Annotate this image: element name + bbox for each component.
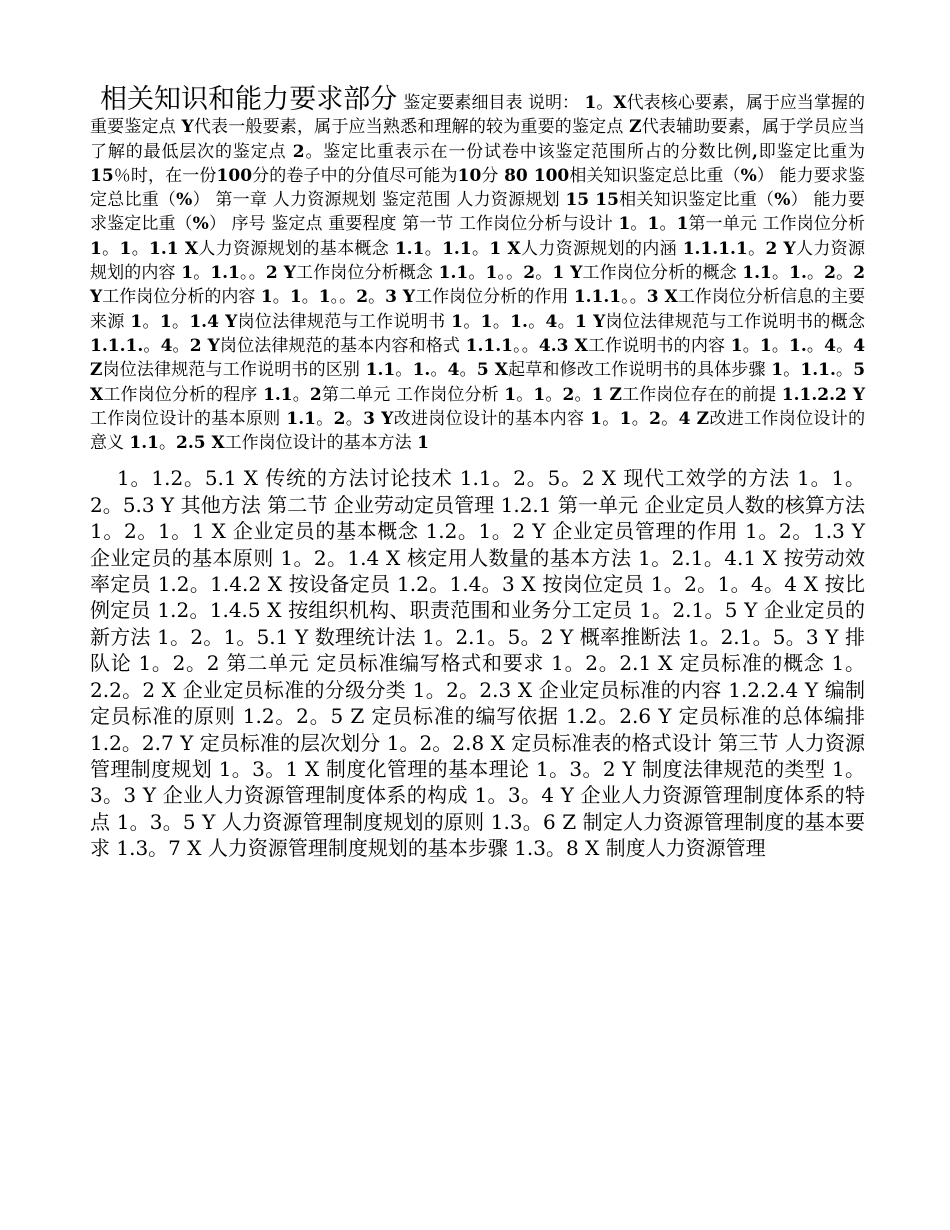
paragraph-1-segment: 1	[260, 287, 273, 308]
paragraph-1-segment: 4	[447, 360, 460, 381]
paragraph-1-segment: 。	[171, 311, 190, 332]
paragraph-1-segment: 1	[480, 311, 493, 332]
document-title: 相关知识和能力要求部分	[100, 84, 398, 115]
paragraph-1-segment: X	[613, 93, 627, 113]
paragraph-1-segment: 。	[836, 263, 854, 284]
paragraph-1-segment: 人力资源规划的内涵	[520, 238, 683, 259]
paragraph-1-segment: 。	[783, 360, 801, 381]
paragraph-1-segment: 。	[301, 287, 319, 308]
paragraph-1-segment: 。	[101, 238, 120, 259]
paragraph-1-segment: 1.	[510, 311, 528, 332]
paragraph-1-segment: 。	[143, 335, 161, 356]
paragraph-1-segment: 工作岗位分析的作用	[415, 287, 574, 308]
paragraph-1-segment: 即鉴定比重为	[757, 141, 866, 162]
paragraph-1	[90, 84, 866, 455]
paragraph-1-segment: 。。	[621, 287, 647, 308]
paragraph-1-segment: 。	[771, 335, 790, 356]
paragraph-1-segment: 1	[451, 311, 464, 332]
paragraph-1-segment: 1.1	[438, 263, 469, 284]
paragraph-1-segment: 5 X	[476, 360, 508, 381]
paragraph-1-segment: 1 X	[489, 238, 521, 259]
paragraph-1-segment: 1	[318, 287, 331, 308]
paragraph-1-segment: 。。	[497, 263, 524, 284]
paragraph-1-segment: 。	[158, 433, 176, 454]
paragraph-1-segment: 1.	[789, 335, 807, 356]
paragraph-1-segment: 。。	[512, 335, 539, 356]
paragraph-1-segment: 1.1	[394, 238, 425, 259]
paragraph-1-segment: 工作岗位分析的程序	[103, 384, 264, 405]
paragraph-1-segment: 1	[771, 360, 784, 381]
paragraph-1-segment: 4 Z	[90, 335, 866, 381]
paragraph-1-segment: 1.1	[742, 263, 772, 284]
paragraph-1-segment: 人力资源规划的基本概念	[198, 238, 395, 259]
paragraph-1-segment: 。	[806, 263, 825, 284]
paragraph-1-segment: 。。	[330, 287, 357, 308]
paragraph-1-segment: 。	[771, 263, 790, 284]
paragraph-1-segment: 1	[289, 287, 302, 308]
paragraph-1-segment: 。	[516, 384, 534, 405]
paragraph-1-segment: ） 能力要求鉴定比重（	[90, 190, 865, 235]
paragraph-1-segment: 1	[504, 384, 517, 405]
paragraph-1-segment: 4	[824, 335, 836, 356]
paragraph-1-segment: 2	[824, 263, 836, 284]
paragraph-1-segment: 。	[601, 408, 620, 429]
paragraph-1-segment: 。	[545, 384, 563, 405]
paragraph-1-segment: 。	[660, 408, 679, 429]
paragraph-1-segment: 。	[574, 384, 592, 405]
paragraph-1-segment: 1.	[789, 263, 807, 284]
paragraph-1-segment: 1	[584, 93, 597, 113]
paragraph-1-segment: 1.1	[365, 360, 396, 381]
paragraph-1-segment: 相关知识鉴定总比重（	[569, 165, 741, 186]
paragraph-1-segment: 。	[463, 311, 481, 332]
paragraph-1-segment: %	[774, 190, 791, 211]
paragraph-1-segment: 1	[90, 238, 102, 259]
paragraph-1-segment: 1	[485, 263, 498, 284]
paragraph-1-segment: 10	[457, 165, 482, 186]
paragraph-1-segment: 鉴定要素细目表 说明：	[403, 93, 585, 113]
paragraph-1-segment: 1	[590, 408, 602, 429]
paragraph-1-segment: 。	[742, 335, 760, 356]
paragraph-1-segment: 1	[647, 214, 660, 235]
paragraph-1-segment: 1	[730, 335, 743, 356]
paragraph-1-segment: 1	[618, 214, 631, 235]
paragraph-1-segment: 岗位法律规范的基本内容和格式	[219, 335, 466, 356]
paragraph-1-segment: 2 Y	[765, 238, 796, 259]
paragraph-1-segment: 2	[562, 384, 575, 405]
paragraph-1-segment: 1	[619, 408, 632, 429]
paragraph-1-segment: 。	[142, 311, 160, 332]
paragraph-1-segment: 工作岗位存在的前提	[621, 384, 782, 405]
paragraph-1-segment: 。。	[239, 263, 266, 284]
paragraph-1-segment: 1.1	[442, 238, 472, 259]
paragraph-1-segment: 4.3 X	[538, 335, 588, 356]
paragraph-1-segment: 岗位法律规范与工作说明书的区别	[102, 360, 366, 381]
paragraph-1-segment: 1 Y	[575, 311, 606, 332]
paragraph-1-segment: 1 Y	[552, 263, 583, 284]
paragraph-1-segment: 。	[471, 238, 490, 259]
paragraph-1-segment: 1.1.1.	[90, 335, 144, 356]
paragraph-1-segment: 2.5 X	[175, 433, 225, 454]
paragraph-1-segment: 1.1.1	[573, 287, 622, 308]
paragraph-1-segment: 1	[181, 263, 194, 284]
paragraph-1-segment: 。	[468, 263, 486, 284]
paragraph-1-segment: 1 Z	[591, 384, 622, 405]
paragraph-1-segment: 改进工作岗位设计的意义	[90, 408, 866, 454]
paragraph-1-segment: 工作岗位分析的内容	[102, 287, 261, 308]
paragraph-1-segment: 1	[130, 311, 143, 332]
paragraph-1-segment: 工作岗位分析的概念	[582, 263, 743, 284]
paragraph-1-segment: 。	[395, 360, 413, 381]
paragraph-1-segment: 4	[160, 335, 173, 356]
paragraph-1-segment: 分	[481, 165, 505, 186]
paragraph-1-segment: 岗位法律规范与工作说明书	[237, 311, 452, 332]
paragraph-1-segment: 第二单元 工作岗位分析	[321, 384, 505, 405]
paragraph-1-segment: 。	[292, 384, 310, 405]
paragraph-1-segment: Y	[181, 117, 194, 138]
paragraph-1-segment: 2	[649, 408, 661, 429]
paragraph-1-segment: 2	[309, 384, 322, 405]
paragraph-1-segment: 相关知识鉴定比重（	[618, 190, 775, 211]
paragraph-1-segment: 1.1	[263, 384, 293, 405]
paragraph-1-segment: %	[192, 214, 209, 235]
paragraph-1-segment: 工作岗位分析信息的主要来源	[90, 287, 866, 332]
paragraph-1-segment: 1.1.2.2 Y	[781, 384, 866, 405]
paragraph-1-segment: 2 Y	[265, 263, 296, 284]
paragraph-1-segment: 。	[630, 214, 648, 235]
paragraph-1-segment: 。	[131, 238, 150, 259]
paragraph-1-segment: 。	[424, 238, 443, 259]
paragraph-1-segment: ,	[751, 141, 758, 162]
paragraph-2: 1。1.2。5.1 X 传统的方法讨论技术 1.1。2。5。2 X 现代工效学的方法 1。1。2。5.3 Y 其他方法 第二节 企业劳动定员管理 1.2.1 第一单元 企业定员人数的核算方法 1。2。1。1 X 企业定员的基本概念 1.2。1。2 Y 企业定员管理的作用 1。2。1.3 Y 企业定员的基本原则 1。2。1.4 X 核定用人数量的基本方法 1。2.1。4.1 X 按劳动效率定员 1.2。1.4.2 X 按设备定员 1.2。1.4。3 X 按岗位定员 1。2。1。4。4 X 按比例定员 1.2。1.4.5 X 按组织机构、职责范围和业务分工定员 1。2.1。5 Y 企业定员的新方法 1。2。1。5.1 Y 数理统计法 1。2.1。5。2 Y 概率推断法 1。2.1。5。3 Y 排队论 1。2。2 第二单元 定员标准编写格式和要求 1。2。2.1 X 定员标准的概念 1。2.2。2 X 企业定员标准的分级分类 1。2。2.3 X 企业定员标准的内容 1.2.2.4 Y 编制定员标准的原则 1.2。2。5 Z 定员标准的编写依据 1.2。2.6 Y 定员标准的总体编排 1.2。2.7 Y 定员标准的层次划分 1。2。2.8 X 定员标准表的格式设计 第三节 人力资源管理制度规划 1。3。1 X 制度化管理的基本理论 1。3。2 Y 制度法律规范的类型 1。3。3 Y 企业人力资源管理制度体系的构成 1。3。4 Y 企业人力资源管理制度体系的特点 1。3。5 Y 人力资源管理制度规划的原则 1.3。6 Z 制定人力资源管理制度的基本要求 1.3。7 X 人力资源管理制度规划的基本步骤 1.3。8 X 制度人力资源管理	[90, 466, 865, 861]
paragraph-1-segment: 。	[527, 311, 546, 332]
paragraph-1-segment: 。	[835, 335, 854, 356]
paragraph-1-segment: 100	[216, 165, 253, 186]
paragraph-1-segment: 分的卷子中的分值尽可能为	[252, 165, 458, 186]
paragraph-1-segment: 2	[356, 287, 369, 308]
paragraph-1-segment: 第一单元 工作岗位分析	[688, 214, 866, 235]
paragraph-1-segment: 3 Y	[363, 408, 394, 429]
paragraph-1-segment: 2	[292, 141, 305, 162]
paragraph-1-segment: 代表辅助要素，属于学员应当了解的最低层次的鉴定点	[90, 117, 865, 162]
paragraph-1-segment: 15 15	[565, 190, 619, 211]
paragraph-1-segment: 岗位法律规范与工作说明书的概念	[605, 311, 866, 332]
paragraph-1-segment: 代表核心要素，属于应当掌握的重要鉴定点	[90, 93, 866, 138]
paragraph-1-segment: 2 Y	[90, 263, 866, 308]
paragraph-1-segment: 2 Y	[189, 335, 220, 356]
paragraph-1-segment: 1.1.1.1	[682, 238, 748, 259]
paragraph-1-segment: 1.4 Y	[189, 311, 238, 332]
paragraph-1-segment: 80 100	[504, 165, 570, 186]
paragraph-1-segment: 。	[557, 311, 576, 332]
paragraph-1-segment: 1.1	[210, 263, 240, 284]
paragraph-1-segment: 代表一般要素，属于应当熟悉和理解的较为重要的鉴定点	[193, 117, 630, 138]
paragraph-1-segment: 。	[315, 408, 334, 429]
paragraph-1-segment: 5 X	[90, 360, 866, 405]
paragraph-1-segment: %	[740, 165, 757, 186]
paragraph-1-segment: 1.1.	[800, 360, 836, 381]
paragraph-1-segment: 15	[90, 165, 114, 186]
paragraph-1-segment: 1.1	[129, 433, 159, 454]
paragraph-1-segment: 改进岗位设计的基本内容	[393, 408, 591, 429]
paragraph-1-segment: 。	[172, 335, 190, 356]
paragraph-1-segment: 1	[676, 214, 689, 235]
paragraph-1-segment: %	[176, 190, 193, 211]
paragraph-1-segment: 3 X	[646, 287, 678, 308]
paragraph-1-segment: 。	[430, 360, 448, 381]
paragraph-1-segment: 1	[417, 433, 429, 454]
paragraph-1-segment: 1.1 X	[149, 238, 199, 259]
paragraph-1-segment: 工作说明书的内容	[587, 335, 731, 356]
paragraph-1-segment: 。	[835, 360, 854, 381]
paragraph-1-segment: 。	[659, 214, 677, 235]
paragraph-1-segment: 工作岗位分析概念	[295, 263, 439, 284]
paragraph-1-segment: 1	[759, 335, 772, 356]
paragraph-1-segment: 。	[272, 287, 290, 308]
paragraph-1-segment: 4	[545, 311, 558, 332]
paragraph-1-segment: Z	[629, 117, 642, 138]
paragraph-1-segment: 。	[631, 408, 650, 429]
paragraph-1-segment: 。	[596, 93, 614, 113]
paragraph-1-segment: 1.1	[286, 408, 316, 429]
paragraph-1-segment: ） 能力要求鉴定总比重（	[90, 165, 866, 211]
paragraph-1-segment: 工作岗位设计的基本原则	[90, 408, 287, 429]
paragraph-1-segment: 4 Z	[678, 408, 710, 429]
paragraph-1-segment: 。	[345, 408, 364, 429]
paragraph-1-segment: ％时，在一份	[113, 165, 217, 186]
paragraph-1-segment: 。	[806, 335, 825, 356]
paragraph-1-segment: 1.	[412, 360, 431, 381]
paragraph-1-segment: 。	[535, 263, 553, 284]
paragraph-1-segment: 。	[747, 238, 766, 259]
paragraph-1-segment: 。	[368, 287, 386, 308]
paragraph-1-segment: ） 序号 鉴定点 重要程度 第一节 工作岗位分析与设计	[208, 214, 619, 235]
paragraph-1-segment: 工作岗位设计的基本方法	[224, 433, 418, 454]
document-page	[90, 84, 866, 862]
paragraph-1-segment: 1.1.1	[465, 335, 513, 356]
paragraph-1-segment: ） 第一章 人力资源规划 鉴定范围 人力资源规划	[192, 190, 566, 211]
paragraph-1-segment: 。	[492, 311, 511, 332]
paragraph-1-segment: 2	[523, 263, 536, 284]
paragraph-1-body	[90, 93, 865, 453]
paragraph-1-segment: 起草和修改工作说明书的具体步骤	[507, 360, 772, 381]
paragraph-1-segment: 1	[533, 384, 546, 405]
paragraph-1-segment: 1	[119, 238, 132, 259]
paragraph-1-segment: 。鉴定比重表示在一份试卷中该鉴定范围所占的分数比例	[304, 141, 752, 162]
paragraph-1-segment: 人力资源规划的内容	[90, 238, 866, 284]
paragraph-1-segment: 。	[193, 263, 211, 284]
paragraph-1-segment: 2	[333, 408, 346, 429]
paragraph-1-segment: 3 Y	[385, 287, 416, 308]
paragraph-1-segment: 1	[159, 311, 172, 332]
paragraph-1-segment: 。	[459, 360, 477, 381]
